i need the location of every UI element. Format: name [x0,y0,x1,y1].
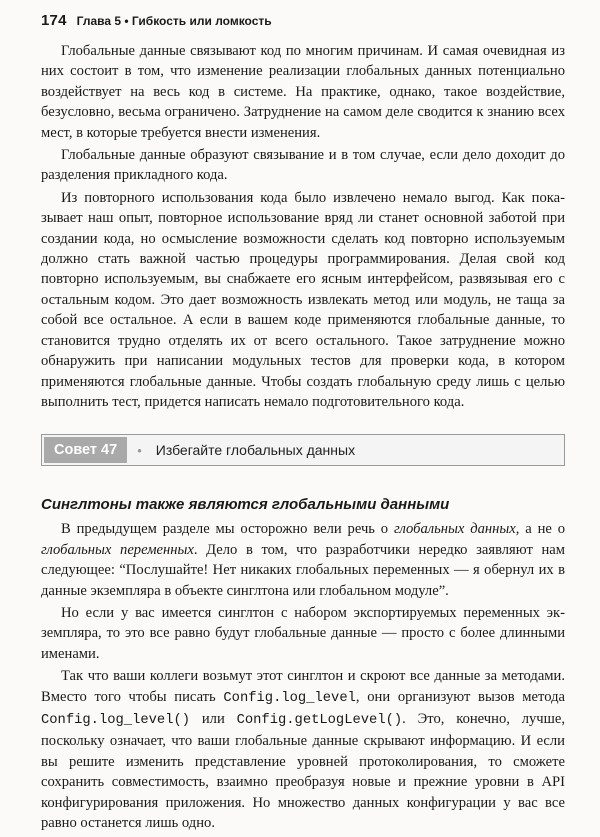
body-paragraph: Глобальные данные связывают код по многим причинам. И самая очевидная из них состоит в том, что изменение реализации глобальных данных потенциально воздействует на весь код в системе. На практике, однако, такое воздействие, безусловно, весьма ограничено. Затруднение на самом деле сводится к знанию всех мест, в которые требуется внести изменения. [41,43,565,141]
tip-title: Избегайте глобальных данных [155,442,356,459]
body-paragraph [41,519,565,601]
inline-code: Config.log_level() [41,712,191,728]
body-paragraph: Но если у вас имеется синглтон с набором экспортируемых переменных экземпляра, то это все равно будут глобальные данные — просто с более длинными именами. [41,604,565,662]
text-run: В предыдущем разделе мы осторожно вели речь о [61,521,394,538]
text-run: , а не о [515,521,566,538]
text-run: . Дело в том, что разработчики нередко заявляют нам следующее: “Послушайте! Нет никаких глобальных переменных — я обернул их в данные экземпляра в объекте синглтона или глобальном модуле”. [41,541,565,599]
emphasis-text: глобальных данных [393,521,516,538]
body-paragraph [41,666,565,833]
text-run: Так что ваши коллеги возьмут этот синглтон и скроют все данные за методами. Вместо того чтобы писать [41,668,565,705]
tip-box [41,434,565,466]
text-run: . Это, конечно, лучше, поскольку означает, что ваши глобальные данные скрывают информацию. И если вы решите изменить представление уровней протоколирования, то сможете сохранить совместимость, взаимно преобразуя новые и прежние уровни в API конфигурирования приложения. Но множество данных конфигурации у вас все равно останется лишь одно. [41,710,565,831]
running-head: Глава 5 • Гибкость или ломкость [76,14,272,28]
page-header [41,12,580,34]
inline-code: Config.getLogLevel() [236,712,403,728]
tip-separator: • [137,442,142,458]
text-run: или [190,710,237,727]
emphasis-text: глобальных переменных [41,541,194,558]
tip-label: Совет 47 [44,437,127,463]
text-run: , они организуют вызов метода [355,688,565,705]
page-number: 174 [41,12,67,29]
body-paragraph: Глобальные данные образуют связывание и в том случае, если дело доходит до разделения прикладного кода. [41,147,565,184]
page-body [41,41,565,833]
inline-code: Config.log_level [223,690,356,706]
body-paragraph: Из повторного использования кода было извлечено немало выгод. Как показывает наш опыт, повторное использование вряд ли станет основной заботой при создании кода, но осмысление возможности сделать код повторно используемым должно стать важной частью процедуры программирования. Делая свой код повторно используемым, вы снабжаете его ясным интерфейсом, развязывая его с остальным кодом. Это дает возможность извлекать метод или модуль, не таща за собой все остальное. А если в вашем коде применяются глобальные данные, то становится трудно отделять их от всего остального. Такое затруднение можно обнаружить при написании модульных тестов для проверки кода, в котором применяются глобальные данные. Чтобы создать глобальную среду лишь с целью выполнить тест, придется написать немало подготовительного кода. [41,189,565,410]
section-heading: Синглтоны также являются глобальными данными [41,496,450,514]
